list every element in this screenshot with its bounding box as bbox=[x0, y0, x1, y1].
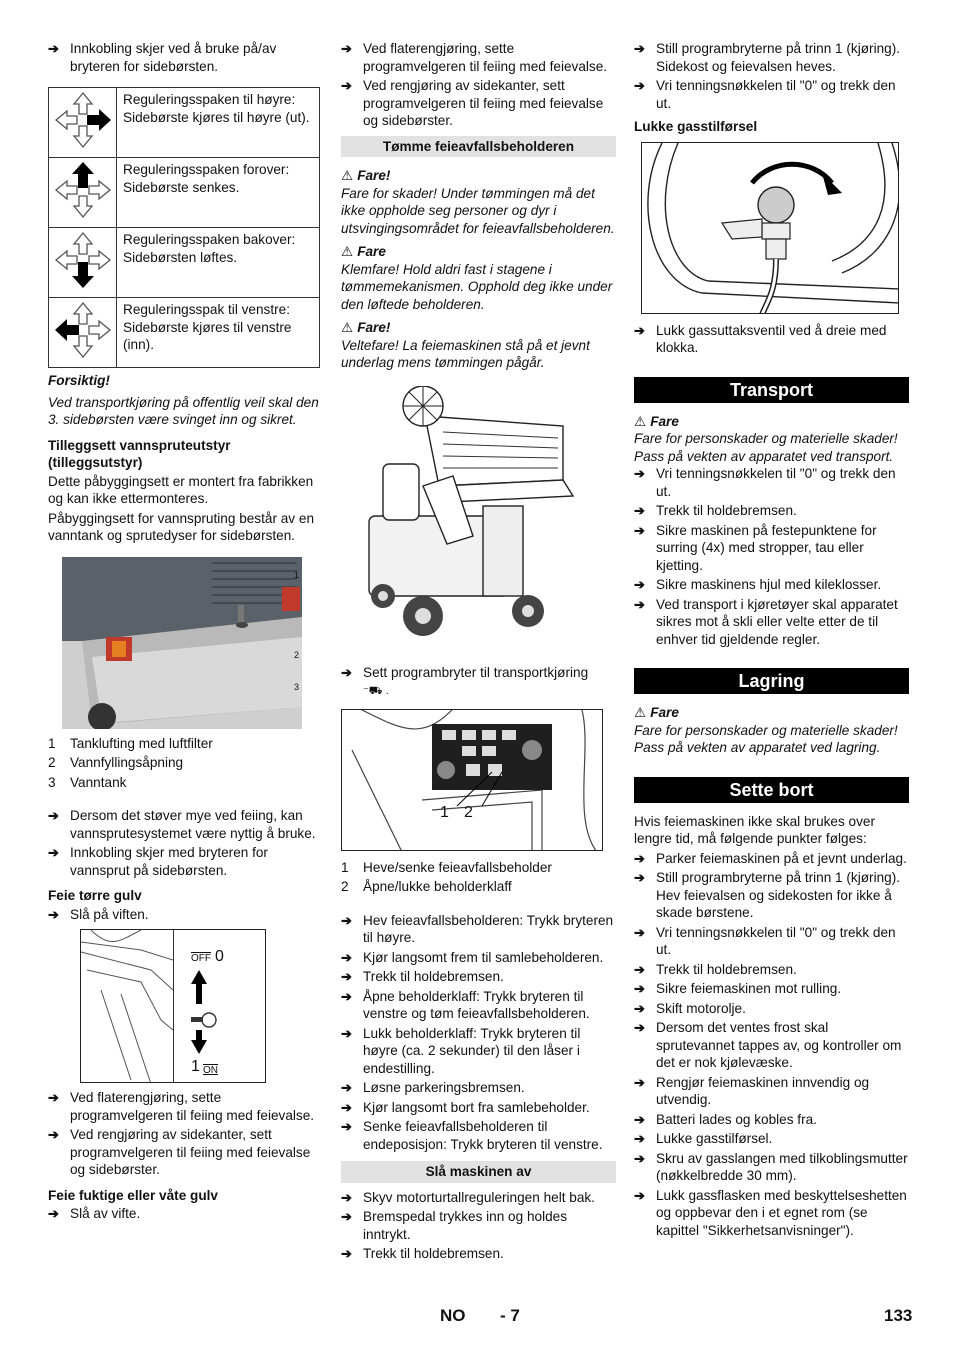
caution-title: Forsiktig! bbox=[48, 373, 110, 388]
gas-heading: Lukke gasstilførsel bbox=[634, 119, 758, 134]
sweeper-hopper-figure bbox=[341, 386, 616, 656]
bullet: ➔ Skru av gasslangen med tilkoblingsmutter (nøkkelbredde 30 mm). bbox=[634, 1150, 909, 1185]
warning-triangle-icon: ⚠ bbox=[341, 244, 354, 259]
warning-text: Klemfare! Hold aldri fast i stagene i tømmemekanismen. Opphold deg ikke under den løftede beholderen. bbox=[341, 261, 613, 312]
gas-valve-figure bbox=[641, 142, 899, 314]
section-heading-transport: Transport bbox=[634, 377, 909, 403]
bullet: ➔ Åpne beholderklaff: Trykk bryteren til venstre og tøm feieavfallsbeholderen. bbox=[341, 988, 616, 1023]
table-cell: Reguleringsspaken forover: Sidebørste senkes. bbox=[117, 158, 320, 228]
bullet: ➔ Kjør langsomt frem til samlebeholderen. bbox=[341, 949, 616, 967]
bullet: ➔ Slå av vifte. bbox=[48, 1205, 320, 1223]
bullet: ➔ Batteri lades og kobles fra. bbox=[634, 1111, 909, 1129]
warning-text: Fare for personskader og materielle skader! Pass på vekten av apparatet ved lagring. bbox=[634, 722, 898, 755]
callout-2: 2 bbox=[294, 649, 300, 660]
bullet: ➔ Rengjør feiemaskinen innvendig og utvendig. bbox=[634, 1074, 909, 1109]
bullet: ➔ Vri tenningsnøkkelen til "0" og trekk den ut. bbox=[634, 465, 909, 500]
decom-intro: Hvis feiemaskinen ikke skal brukes over lengre tid, må følgende punkter følges: bbox=[634, 813, 876, 846]
water-heading: Tilleggsett vannspruteutstyr (tilleggsutstyr) bbox=[48, 437, 231, 470]
bullet: ➔ Dersom det støver mye ved feiing, kan vannsprutesystemet være nyttig å bruke. bbox=[48, 807, 320, 842]
legend-item: 3 Vanntank bbox=[48, 774, 127, 790]
direction-table bbox=[48, 87, 320, 368]
switch-on-number: 1 bbox=[191, 1058, 200, 1075]
warning-title: ⚠ Fare! bbox=[341, 168, 391, 183]
bullet: ➔ Still programbryterne på trinn 1 (kjøring). Hev feievalsen og sidekosten for ikke å skade børstene. bbox=[634, 869, 909, 922]
bullet: ➔ Hev feieavfallsbeholderen: Trykk bryteren til høyre. bbox=[341, 912, 616, 947]
table-row bbox=[49, 158, 320, 228]
bullet: ➔ Lukk gassflasken med beskyttelseshetten og oppbevar den i et egnet rom (se kapittel "Sikkerhetsanvisninger"). bbox=[634, 1187, 909, 1240]
bullet: ➔ Vri tenningsnøkkelen til "0" og trekk den ut. bbox=[634, 77, 909, 112]
section-heading-shutdown: Slå maskinen av bbox=[341, 1161, 616, 1183]
legend-item: 1 Heve/senke feieavfallsbeholder bbox=[341, 859, 552, 875]
bullet: ➔ Still programbryterne på trinn 1 (kjøring). Sidekost og feievalsen heves. bbox=[634, 40, 909, 75]
switch-off-label: $\overline{OFF}$ bbox=[191, 953, 211, 964]
section-heading-storage: Lagring bbox=[634, 668, 909, 694]
warning-title: ⚠ Fare bbox=[341, 244, 386, 259]
table-row bbox=[49, 298, 320, 368]
warning-title: ⚠ Fare bbox=[634, 705, 679, 720]
warning-triangle-icon: ⚠ bbox=[634, 705, 647, 720]
footer-page-number: 133 bbox=[884, 1306, 913, 1325]
table-cell: Reguleringsspaken til høyre: Sidebørste kjøres til høyre (ut). bbox=[117, 88, 320, 158]
arrow-left-icon bbox=[52, 299, 114, 361]
column-3 bbox=[634, 40, 909, 1241]
control-panel-drawing bbox=[342, 710, 603, 851]
fan-switch-figure bbox=[80, 929, 266, 1083]
bullet: ➔ Parker feiemaskinen på et jevnt underlag. bbox=[634, 850, 909, 868]
warning-title: ⚠ Fare bbox=[634, 413, 679, 429]
bullet: ➔ Bremspedal trykkes inn og holdes inntrykt. bbox=[341, 1208, 616, 1243]
bullet: ➔ Løsne parkeringsbremsen. bbox=[341, 1079, 616, 1097]
callout-1: 1 bbox=[294, 569, 300, 580]
panel-label-1: 1 bbox=[440, 803, 449, 821]
arrow-up-icon bbox=[52, 159, 114, 221]
bullet: ➔ Sikre feiemaskinen mot rulling. bbox=[634, 980, 909, 998]
dry-heading: Feie tørre gulv bbox=[48, 888, 142, 903]
arrow-right-icon bbox=[52, 89, 114, 151]
table-cell: Reguleringsspaken bakover: Sidebørsten løftes. bbox=[117, 228, 320, 298]
bullet-transport: ➔ Sett programbryter til transportkjøring ⁻⛟ . bbox=[341, 664, 616, 701]
legend-item: 1 Tanklufting med luftfilter bbox=[48, 735, 213, 751]
footer-page-local: - 7 bbox=[500, 1306, 520, 1325]
water-tank-figure bbox=[48, 557, 320, 729]
warning-text: Fare for skader! Under tømmingen må det ikke oppholde seg personer og dyr i utsvingingsområdet for feieavfallsbeholderen. bbox=[341, 185, 615, 236]
warning-text: Fare for personskader og materielle skader! Pass på vekten av apparatet ved transport. bbox=[634, 431, 898, 464]
bullet: ➔ Senke feieavfallsbeholderen til endeposisjon: Trykk bryteren til venstre. bbox=[341, 1118, 616, 1153]
warning-triangle-icon: ⚠ bbox=[634, 413, 647, 429]
column-2 bbox=[341, 40, 616, 1265]
bullet: ➔ Trekk til holdebremsen. bbox=[634, 502, 909, 520]
water-tank-photo bbox=[62, 557, 302, 729]
legend-item: 2 Åpne/lukke beholderklaff bbox=[341, 879, 512, 894]
bullet: ➔ Slå på viften. bbox=[48, 906, 320, 924]
bullet: ➔ Ved transport i kjøretøyer skal apparatet sikres mot å skli eller velte etter de til enhver tid gjeldende regler. bbox=[634, 596, 909, 649]
bullet: ➔ Innkobling skjer med bryteren for vannsprut på sidebørsten. bbox=[48, 844, 320, 879]
arrow-down-icon bbox=[52, 229, 114, 291]
footer-language: NO bbox=[440, 1306, 466, 1325]
bullet: ➔ Skyv motorturtallreguleringen helt bak. bbox=[341, 1189, 616, 1207]
bullet: ➔ Kjør langsomt bort fra samlebeholder. bbox=[341, 1099, 616, 1117]
control-panel-figure bbox=[341, 709, 603, 851]
bullet: ➔ Trekk til holdebremsen. bbox=[341, 968, 616, 986]
switch-off-number: 0 bbox=[215, 948, 224, 965]
bullet-intro: ➔ Innkobling skjer ved å bruke på/av bryteren for sidebørsten. bbox=[48, 40, 320, 75]
bullet: ➔ Lukk gassuttaksventil ved å dreie med klokka. bbox=[634, 322, 909, 357]
section-heading-empty-hopper: Tømme feieavfallsbeholderen bbox=[341, 136, 616, 158]
bullet: ➔ Dersom det ventes frost skal sprutevannet tappes av, og kontroller om det er nok kjølevæske. bbox=[634, 1019, 909, 1072]
bullet: ➔ Ved rengjøring av sidekanter, sett programvelgeren til feiing med feievalse og sidebørster. bbox=[48, 1126, 320, 1179]
bullet: ➔ Lukk beholderklaff: Trykk bryteren til høyre (ca. 2 sekunder) til den låser i endestilling. bbox=[341, 1025, 616, 1078]
bullet: ➔ Ved flaterengjøring, sette programvelgeren til feiing med feievalse. bbox=[48, 1089, 320, 1124]
wet-heading: Feie fuktige eller våte gulv bbox=[48, 1187, 218, 1203]
bullet: ➔ Lukke gasstilførsel. bbox=[634, 1130, 909, 1148]
panel-label-2: 2 bbox=[464, 803, 473, 821]
section-heading-decommission: Sette bort bbox=[634, 777, 909, 803]
water-paragraph-2: Påbyggingsett for vannspruting består av en vanntank og sprutedyser for sidebørsten. bbox=[48, 510, 315, 543]
bullet: ➔ Trekk til holdebremsen. bbox=[634, 961, 909, 979]
transport-mode-icon: ⁻⛟ . bbox=[363, 685, 389, 697]
warning-text: Veltefare! La feiemaskinen stå på et jevnt underlag mens tømmingen pågår. bbox=[341, 337, 590, 370]
dashboard-line-drawing bbox=[81, 930, 173, 1083]
bullet: ➔ Ved rengjøring av sidekanter, sett programvelgeren til feiing med feievalse og sidebørster. bbox=[341, 77, 616, 130]
bullet: ➔ Sikre maskinens hjul med kileklosser. bbox=[634, 576, 909, 594]
bullet: ➔ Ved flaterengjøring, sette programvelgeren til feiing med feievalse. bbox=[341, 40, 616, 75]
bullet: ➔ Sikre maskinen på festepunktene for surring (4x) med stropper, tau eller kjetting. bbox=[634, 522, 909, 575]
caution-text: Ved transportkjøring på offentlig veil skal den 3. sidebørsten være svinget inn og sikret. bbox=[48, 394, 319, 427]
bullet: ➔ Vri tenningsnøkkelen til "0" og trekk den ut. bbox=[634, 924, 909, 959]
gas-valve-drawing bbox=[642, 143, 899, 314]
bullet: ➔ Trekk til holdebremsen. bbox=[341, 1245, 616, 1263]
callout-3: 3 bbox=[294, 681, 300, 692]
warning-triangle-icon: ⚠ bbox=[341, 320, 354, 335]
column-1 bbox=[48, 40, 320, 1225]
table-cell: Reguleringsspak til venstre: Sidebørste kjøres til venstre (inn). bbox=[117, 298, 320, 368]
table-row bbox=[49, 88, 320, 158]
switch-on-label: ON bbox=[203, 1065, 218, 1076]
legend-item: 2 Vannfyllingsåpning bbox=[48, 755, 184, 770]
sweeper-drawing bbox=[363, 386, 593, 656]
table-row bbox=[49, 228, 320, 298]
water-paragraph-1: Dette påbyggingsett er montert fra fabrikken og kan ikke ettermonteres. bbox=[48, 473, 314, 506]
warning-title: ⚠ Fare! bbox=[341, 320, 391, 335]
warning-triangle-icon: ⚠ bbox=[341, 168, 354, 183]
bullet: ➔ Skift motorolje. bbox=[634, 1000, 909, 1018]
